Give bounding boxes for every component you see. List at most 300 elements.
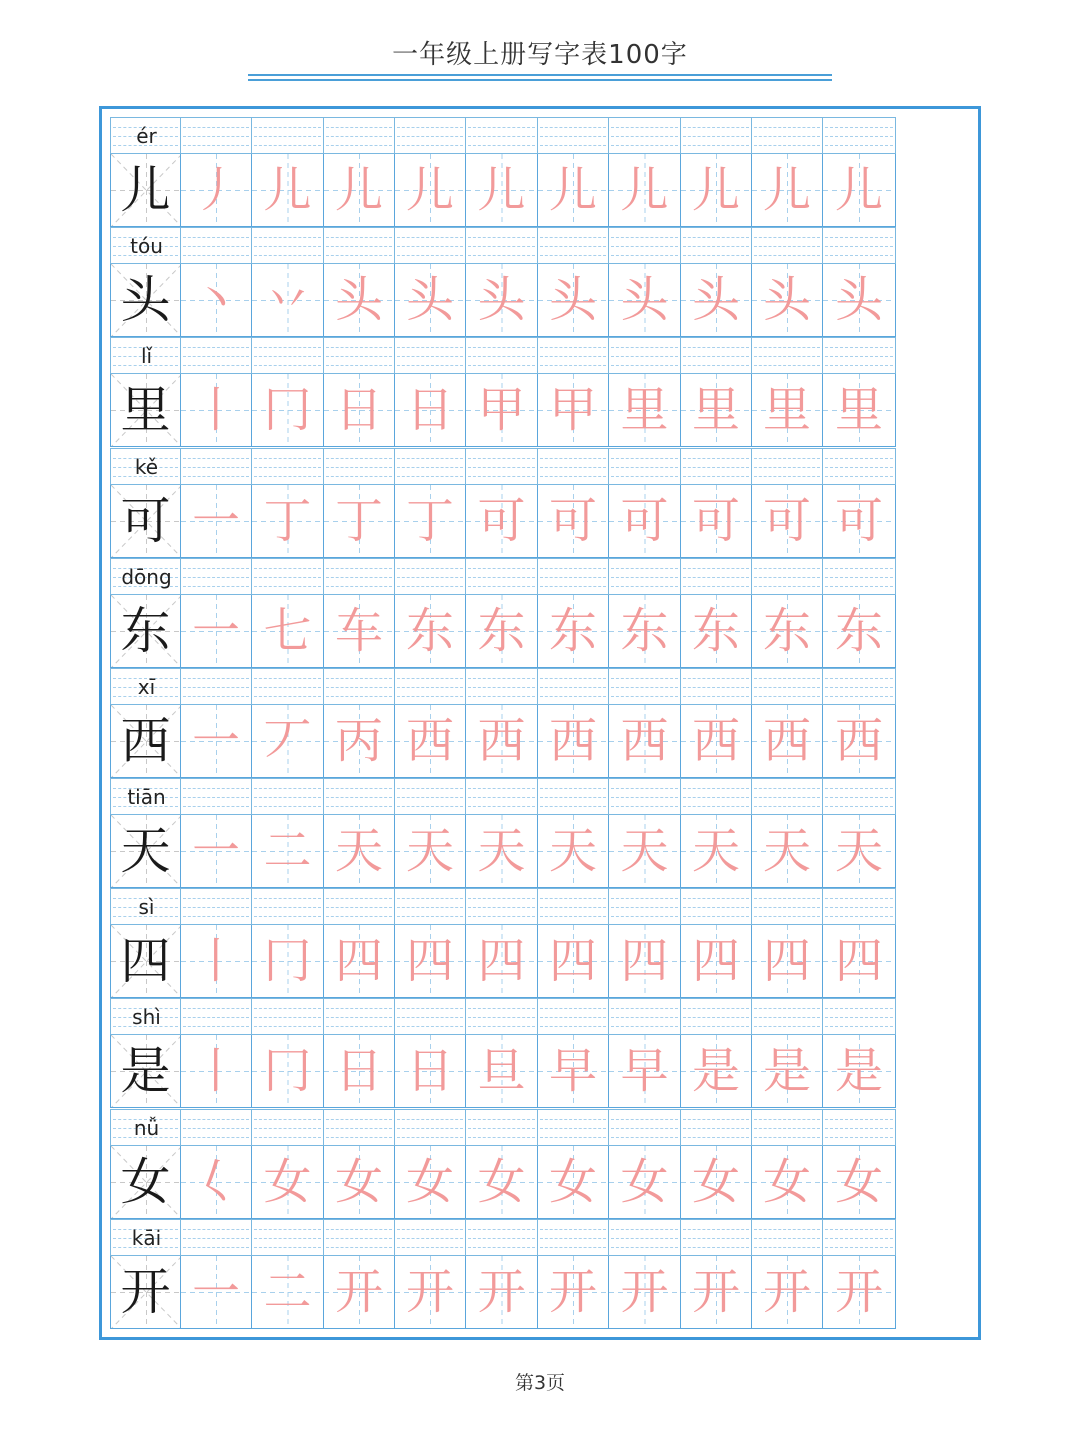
pinyin-writing-cell	[181, 227, 252, 264]
pinyin-guide-line	[540, 347, 606, 348]
pinyin-guide-line	[825, 467, 893, 468]
pinyin-label: lǐ	[140, 344, 153, 369]
pinyin-guide-line	[254, 127, 321, 128]
pinyin-guide-line	[683, 568, 749, 569]
model-char-cell	[110, 485, 181, 558]
pinyin-guide-line	[611, 237, 678, 238]
pinyin-cell	[110, 448, 181, 485]
pinyin-guide-line	[825, 255, 893, 256]
pinyin-guide-line	[683, 1008, 749, 1009]
model-char-cell	[110, 264, 181, 337]
pinyin-guide-line	[754, 127, 820, 128]
pinyin-guide-line	[825, 246, 893, 247]
pinyin-label: ér	[136, 124, 157, 148]
tracing-cell	[609, 1146, 681, 1219]
pinyin-guide-line	[754, 1128, 820, 1129]
pinyin-guide-line	[754, 1229, 820, 1230]
pinyin-guide-line	[468, 1137, 535, 1138]
pinyin-guide-line	[754, 696, 820, 697]
trace-character: 四	[762, 933, 811, 990]
pinyin-guide-line	[183, 476, 249, 477]
pinyin-guide-line	[468, 678, 535, 679]
pinyin-guide-line	[611, 1128, 678, 1129]
pinyin-guide-line	[825, 687, 893, 688]
pinyin-label: kāi	[131, 1225, 162, 1250]
pinyin-guide-line	[754, 687, 820, 688]
trace-character: 日	[334, 382, 383, 439]
pinyin-guide-line	[468, 356, 535, 357]
pinyin-guide-line	[754, 237, 820, 238]
pinyin-guide-line	[683, 907, 749, 908]
pinyin-guide-line	[611, 898, 678, 899]
pinyin-guide-line	[254, 145, 321, 146]
pinyin-writing-cell	[538, 778, 609, 815]
trace-character: 儿	[263, 162, 312, 218]
pinyin-guide-line	[468, 1247, 535, 1248]
pinyin-cell	[110, 337, 181, 374]
pinyin-guide-line	[397, 347, 463, 348]
pinyin-guide-line	[468, 365, 535, 366]
pinyin-guide-line	[397, 255, 463, 256]
tracing-cell	[466, 1146, 538, 1219]
pinyin-guide-line	[754, 145, 820, 146]
pinyin-guide-line	[754, 1247, 820, 1248]
trace-character: 车	[334, 602, 383, 659]
pinyin-guide-line	[754, 806, 820, 807]
tracing-cell	[609, 925, 681, 998]
pinyin-guide-line	[611, 577, 678, 578]
pinyin-guide-line	[326, 1238, 392, 1239]
pinyin-guide-line	[254, 237, 321, 238]
pinyin-guide-line	[683, 687, 749, 688]
pinyin-guide-line	[825, 476, 893, 477]
trace-character: 天	[834, 823, 883, 880]
pinyin-writing-cell	[823, 668, 896, 705]
pinyin-guide-line	[540, 246, 606, 247]
pinyin-guide-line	[683, 1128, 749, 1129]
pinyin-writing-cell	[324, 117, 395, 154]
trace-character: 儿	[834, 162, 883, 218]
pinyin-guide-line	[397, 1008, 463, 1009]
tracing-cell	[752, 485, 823, 558]
model-character: 东	[120, 601, 171, 660]
tracing-cell	[681, 705, 752, 778]
pinyin-guide-line	[611, 586, 678, 587]
pinyin-writing-cell	[823, 998, 896, 1035]
pinyin-guide-line	[254, 916, 321, 917]
pinyin-guide-line	[825, 1017, 893, 1018]
pinyin-writing-cell	[466, 998, 538, 1035]
pinyin-cell	[110, 1219, 181, 1256]
pinyin-label: kě	[134, 454, 159, 479]
pinyin-guide-line	[683, 1238, 749, 1239]
pinyin-writing-cell	[181, 1219, 252, 1256]
pinyin-guide-line	[540, 806, 606, 807]
pinyin-guide-line	[183, 1137, 249, 1138]
tracing-cell	[823, 925, 896, 998]
pinyin-guide-line	[825, 788, 893, 789]
page-number: 第3页	[514, 1372, 566, 1394]
pinyin-guide-line	[540, 678, 606, 679]
trace-character: 丆	[263, 712, 312, 769]
pinyin-guide-line	[754, 577, 820, 578]
character-band	[110, 595, 967, 668]
pinyin-guide-line	[397, 678, 463, 679]
trace-character: 头	[834, 272, 883, 329]
trace-character: 女	[548, 1153, 597, 1210]
trace-character: 甲	[548, 382, 597, 439]
trace-character: 东	[834, 602, 883, 659]
pinyin-guide-line	[540, 916, 606, 917]
tracing-cell	[466, 374, 538, 447]
pinyin-band	[110, 117, 967, 154]
pinyin-guide-line	[683, 365, 749, 366]
pinyin-guide-line	[540, 237, 606, 238]
pinyin-guide-line	[611, 255, 678, 256]
pinyin-guide-line	[825, 1229, 893, 1230]
trace-character: 可	[691, 492, 740, 549]
pinyin-guide-line	[540, 788, 606, 789]
char-row	[110, 227, 967, 337]
char-row	[110, 337, 967, 447]
pinyin-guide-line	[254, 1128, 321, 1129]
tracing-cell	[395, 1146, 466, 1219]
pinyin-writing-cell	[609, 888, 681, 925]
pinyin-guide-line	[397, 898, 463, 899]
pinyin-guide-line	[825, 898, 893, 899]
pinyin-writing-cell	[823, 888, 896, 925]
tracing-cell	[752, 925, 823, 998]
pinyin-writing-cell	[466, 1219, 538, 1256]
tracing-cell	[324, 154, 395, 227]
trace-character: 四	[477, 933, 526, 990]
trace-character: 女	[334, 1153, 383, 1210]
tracing-cell	[181, 595, 252, 668]
character-band	[110, 1035, 967, 1108]
pinyin-guide-line	[754, 246, 820, 247]
pinyin-guide-line	[540, 696, 606, 697]
trace-character: 日	[405, 1043, 454, 1100]
pinyin-guide-line	[397, 356, 463, 357]
trace-character: 女	[263, 1153, 312, 1210]
pinyin-guide-line	[326, 356, 392, 357]
pinyin-guide-line	[683, 806, 749, 807]
pinyin-guide-line	[397, 467, 463, 468]
tracing-cell	[823, 485, 896, 558]
trace-character: 东	[548, 602, 597, 659]
tracing-cell	[752, 1146, 823, 1219]
pinyin-guide-line	[540, 145, 606, 146]
pinyin-writing-cell	[181, 337, 252, 374]
pinyin-guide-line	[611, 806, 678, 807]
pinyin-guide-line	[468, 696, 535, 697]
title-underline-bottom	[248, 79, 832, 81]
trace-character: 女	[834, 1153, 883, 1210]
pinyin-guide-line	[183, 687, 249, 688]
pinyin-writing-cell	[538, 448, 609, 485]
pinyin-writing-cell	[395, 117, 466, 154]
pinyin-cell	[110, 227, 181, 264]
pinyin-writing-cell	[324, 227, 395, 264]
pinyin-guide-line	[754, 907, 820, 908]
tracing-cell	[395, 595, 466, 668]
pinyin-guide-line	[683, 1119, 749, 1120]
trace-character: 丨	[191, 933, 240, 990]
tracing-cell	[466, 925, 538, 998]
tracing-cell	[181, 264, 252, 337]
pinyin-guide-line	[683, 127, 749, 128]
pinyin-cell	[110, 778, 181, 815]
pinyin-guide-line	[754, 1238, 820, 1239]
tracing-cell	[252, 1035, 324, 1108]
pinyin-guide-line	[254, 678, 321, 679]
tracing-cell	[752, 595, 823, 668]
tracing-cell	[181, 925, 252, 998]
tracing-cell	[466, 264, 538, 337]
pinyin-guide-line	[683, 788, 749, 789]
pinyin-guide-line	[683, 145, 749, 146]
model-character: 是	[120, 1042, 171, 1101]
pinyin-writing-cell	[823, 117, 896, 154]
pinyin-guide-line	[326, 898, 392, 899]
model-character: 四	[120, 932, 171, 991]
tracing-cell	[538, 595, 609, 668]
pinyin-guide-line	[254, 347, 321, 348]
pinyin-guide-line	[683, 458, 749, 459]
pinyin-band	[110, 1109, 967, 1146]
pinyin-guide-line	[825, 1026, 893, 1027]
trace-character: 甲	[477, 382, 526, 439]
tracing-cell	[252, 374, 324, 447]
pinyin-writing-cell	[395, 998, 466, 1035]
pinyin-guide-line	[183, 347, 249, 348]
pinyin-band	[110, 337, 967, 374]
pinyin-guide-line	[540, 1119, 606, 1120]
pinyin-writing-cell	[395, 227, 466, 264]
pinyin-writing-cell	[252, 1219, 324, 1256]
pinyin-guide-line	[254, 568, 321, 569]
pinyin-guide-line	[825, 365, 893, 366]
trace-character: 丶	[191, 272, 240, 329]
pinyin-writing-cell	[752, 117, 823, 154]
pinyin-guide-line	[540, 1247, 606, 1248]
pinyin-guide-line	[183, 678, 249, 679]
pinyin-writing-cell	[395, 558, 466, 595]
pinyin-guide-line	[183, 246, 249, 247]
pinyin-writing-cell	[181, 998, 252, 1035]
pinyin-guide-line	[468, 1026, 535, 1027]
tracing-cell	[538, 485, 609, 558]
pinyin-writing-cell	[681, 558, 752, 595]
trace-character: 四	[548, 933, 597, 990]
pinyin-guide-line	[397, 568, 463, 569]
pinyin-guide-line	[540, 136, 606, 137]
pinyin-guide-line	[468, 1119, 535, 1120]
trace-character: 丨	[191, 382, 240, 439]
pinyin-writing-cell	[823, 778, 896, 815]
trace-character: 女	[691, 1153, 740, 1210]
pinyin-guide-line	[254, 1017, 321, 1018]
pinyin-guide-line	[540, 1017, 606, 1018]
pinyin-guide-line	[397, 476, 463, 477]
pinyin-guide-line	[468, 136, 535, 137]
trace-character: 头	[620, 272, 669, 329]
trace-character: 可	[477, 492, 526, 549]
pinyin-guide-line	[540, 356, 606, 357]
pinyin-guide-line	[825, 136, 893, 137]
trace-character: 可	[834, 492, 883, 549]
pinyin-writing-cell	[752, 998, 823, 1035]
trace-character: 东	[691, 602, 740, 659]
tracing-cell	[466, 815, 538, 888]
pinyin-guide-line	[397, 797, 463, 798]
pinyin-writing-cell	[752, 227, 823, 264]
pinyin-guide-line	[326, 127, 392, 128]
pinyin-writing-cell	[538, 888, 609, 925]
trace-character: 天	[691, 823, 740, 880]
pinyin-guide-line	[326, 365, 392, 366]
pinyin-guide-line	[183, 458, 249, 459]
trace-character: 西	[834, 712, 883, 769]
pinyin-guide-line	[397, 136, 463, 137]
pinyin-guide-line	[825, 696, 893, 697]
tracing-cell	[752, 374, 823, 447]
pinyin-writing-cell	[538, 117, 609, 154]
trace-character: 东	[477, 602, 526, 659]
trace-character: 里	[834, 382, 883, 439]
tracing-cell	[538, 705, 609, 778]
trace-character: 二	[263, 823, 312, 880]
pinyin-guide-line	[683, 356, 749, 357]
pinyin-writing-cell	[823, 1219, 896, 1256]
pinyin-writing-cell	[681, 668, 752, 705]
pinyin-guide-line	[540, 1137, 606, 1138]
pinyin-writing-cell	[609, 227, 681, 264]
pinyin-writing-cell	[466, 1109, 538, 1146]
pinyin-guide-line	[326, 788, 392, 789]
pinyin-writing-cell	[681, 888, 752, 925]
pinyin-writing-cell	[181, 888, 252, 925]
pinyin-guide-line	[540, 568, 606, 569]
model-char-cell	[110, 705, 181, 778]
pinyin-writing-cell	[252, 668, 324, 705]
pinyin-guide-line	[326, 1119, 392, 1120]
char-row	[110, 998, 967, 1108]
pinyin-guide-line	[754, 1008, 820, 1009]
trace-character: 二	[263, 1263, 312, 1320]
trace-character: 日	[405, 382, 454, 439]
tracing-cell	[181, 705, 252, 778]
trace-character: 四	[334, 933, 383, 990]
tracing-cell	[252, 485, 324, 558]
pinyin-guide-line	[468, 1017, 535, 1018]
pinyin-guide-line	[468, 586, 535, 587]
pinyin-writing-cell	[395, 778, 466, 815]
tracing-cell	[181, 1256, 252, 1329]
pinyin-writing-cell	[181, 778, 252, 815]
pinyin-guide-line	[183, 365, 249, 366]
pinyin-guide-line	[540, 797, 606, 798]
tracing-cell	[752, 1256, 823, 1329]
pinyin-guide-line	[326, 586, 392, 587]
tracing-cell	[324, 925, 395, 998]
tracing-cell	[324, 264, 395, 337]
trace-character: 是	[762, 1043, 811, 1100]
trace-character: 丨	[191, 1043, 240, 1100]
tracing-cell	[752, 154, 823, 227]
pinyin-guide-line	[825, 1128, 893, 1129]
pinyin-guide-line	[468, 347, 535, 348]
pinyin-guide-line	[468, 1128, 535, 1129]
pinyin-guide-line	[254, 458, 321, 459]
pinyin-label: dōng	[121, 564, 172, 589]
tracing-cell	[252, 264, 324, 337]
pinyin-guide-line	[754, 678, 820, 679]
pinyin-writing-cell	[681, 117, 752, 154]
model-char-cell	[110, 595, 181, 668]
pinyin-guide-line	[611, 1008, 678, 1009]
pinyin-band	[110, 448, 967, 485]
tracing-cell	[466, 154, 538, 227]
trace-character: 儿	[620, 162, 669, 218]
pinyin-writing-cell	[538, 337, 609, 374]
pinyin-writing-cell	[324, 558, 395, 595]
pinyin-guide-line	[254, 1026, 321, 1027]
pinyin-guide-line	[754, 1137, 820, 1138]
pinyin-guide-line	[254, 1229, 321, 1230]
tracing-cell	[466, 1035, 538, 1108]
pinyin-guide-line	[754, 568, 820, 569]
pinyin-writing-cell	[324, 998, 395, 1035]
trace-character: 丁	[263, 492, 312, 549]
tracing-cell	[466, 485, 538, 558]
tracing-cell	[181, 815, 252, 888]
pinyin-guide-line	[540, 365, 606, 366]
tracing-cell	[252, 815, 324, 888]
char-row	[110, 1219, 967, 1329]
pinyin-writing-cell	[609, 998, 681, 1035]
trace-character: 头	[762, 272, 811, 329]
pinyin-guide-line	[183, 1229, 249, 1230]
trace-character: 一	[191, 712, 240, 769]
pinyin-guide-line	[611, 145, 678, 146]
pinyin-guide-line	[611, 347, 678, 348]
pinyin-writing-cell	[181, 117, 252, 154]
model-char-cell	[110, 154, 181, 227]
tracing-cell	[681, 1146, 752, 1219]
character-band	[110, 154, 967, 227]
pinyin-guide-line	[468, 467, 535, 468]
pinyin-guide-line	[683, 347, 749, 348]
pinyin-guide-line	[683, 1229, 749, 1230]
pinyin-writing-cell	[324, 668, 395, 705]
pinyin-guide-line	[825, 237, 893, 238]
tracing-cell	[324, 1035, 395, 1108]
pinyin-guide-line	[611, 1137, 678, 1138]
pinyin-guide-line	[468, 788, 535, 789]
pinyin-guide-line	[254, 1238, 321, 1239]
trace-character: 儿	[691, 162, 740, 218]
trace-character: 东	[620, 602, 669, 659]
pinyin-guide-line	[183, 136, 249, 137]
tracing-cell	[324, 815, 395, 888]
model-character: 儿	[120, 161, 171, 219]
pinyin-guide-line	[183, 1008, 249, 1009]
pinyin-guide-line	[254, 246, 321, 247]
trace-character: 丷	[263, 272, 312, 329]
tracing-cell	[609, 154, 681, 227]
pinyin-guide-line	[326, 347, 392, 348]
